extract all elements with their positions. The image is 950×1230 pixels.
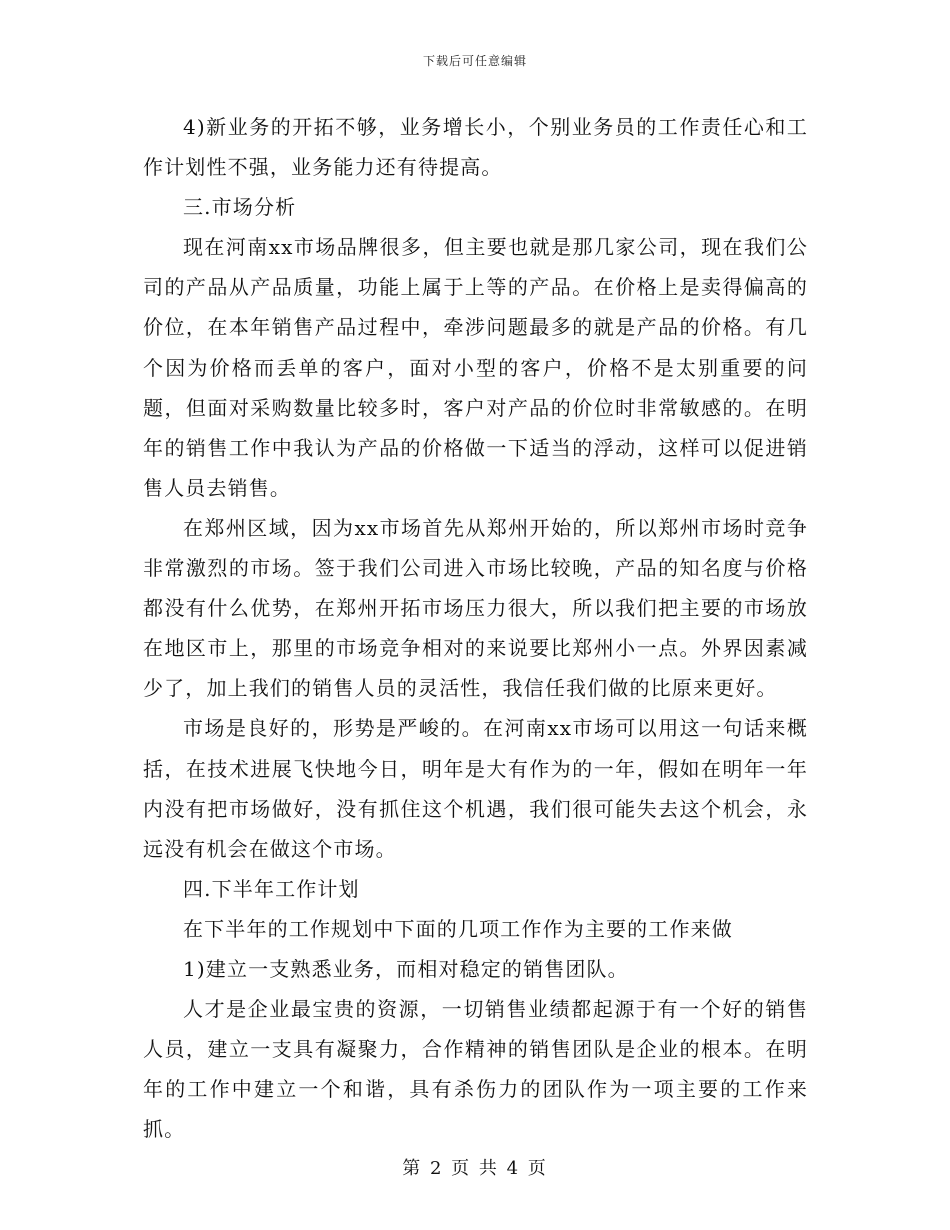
document-body bbox=[143, 107, 808, 1149]
page-header-note: 下载后可任意编辑 bbox=[422, 54, 527, 68]
paragraph-market-outlook: 市场是良好的，形势是严峻的。在河南xx市场可以用这一句话来概括，在技术进展飞快地今日，明年是大有作为的一年，假如在明年一年内没有把市场做好，没有抓住这个机遇，我们很可能失去这个机会，永远没有机会在做这个市场。 bbox=[143, 716, 808, 861]
paragraph-item-4: 4)新业务的开拓不够，业务增长小，个别业务员的工作责任心和工作计划性不强，业务能力还有待提高。 bbox=[143, 115, 808, 180]
paragraph-talent: 人才是企业最宝贵的资源，一切销售业绩都起源于有一个好的销售人员，建立一支具有凝聚力，合作精神的销售团队是企业的根本。在明年的工作中建立一个和谐，具有杀伤力的团队作为一项主要的工作来抓。 bbox=[143, 997, 808, 1142]
paragraph-plan-intro: 在下半年的工作规划中下面的几项工作作为主要的工作来做 bbox=[183, 916, 733, 941]
section-heading-market-analysis: 三.市场分析 bbox=[183, 195, 297, 220]
section-heading-work-plan: 四.下半年工作计划 bbox=[183, 876, 360, 901]
page-number-footer: 第 2 页 共 4 页 bbox=[402, 1158, 548, 1179]
paragraph-market-henan: 现在河南xx市场品牌很多，但主要也就是那几家公司，现在我们公司的产品从产品质量，功能上属于上等的产品。在价格上是卖得偏高的价位，在本年销售产品过程中，牵涉问题最多的就是产品的价格。有几个因为价格而丢单的客户，面对小型的客户，价格不是太别重要的问题，但面对采购数量比较多时，客户对产品的价位时非常敏感的。在明年的销售工作中我认为产品的价格做一下适当的浮动，这样可以促进销售人员去销售。 bbox=[143, 235, 808, 500]
paragraph-market-zhengzhou: 在郑州区域，因为xx市场首先从郑州开始的，所以郑州市场时竞争非常激烈的市场。签于我们公司进入市场比较晚，产品的知名度与价格都没有什么优势，在郑州开拓市场压力很大，所以我们把主要的市场放在地区市上，那里的市场竞争相对的来说要比郑州小一点。外界因素减少了，加上我们的销售人员的灵活性，我信任我们做的比原来更好。 bbox=[143, 515, 808, 701]
paragraph-plan-item-1: 1)建立一支熟悉业务，而相对稳定的销售团队。 bbox=[183, 956, 629, 981]
